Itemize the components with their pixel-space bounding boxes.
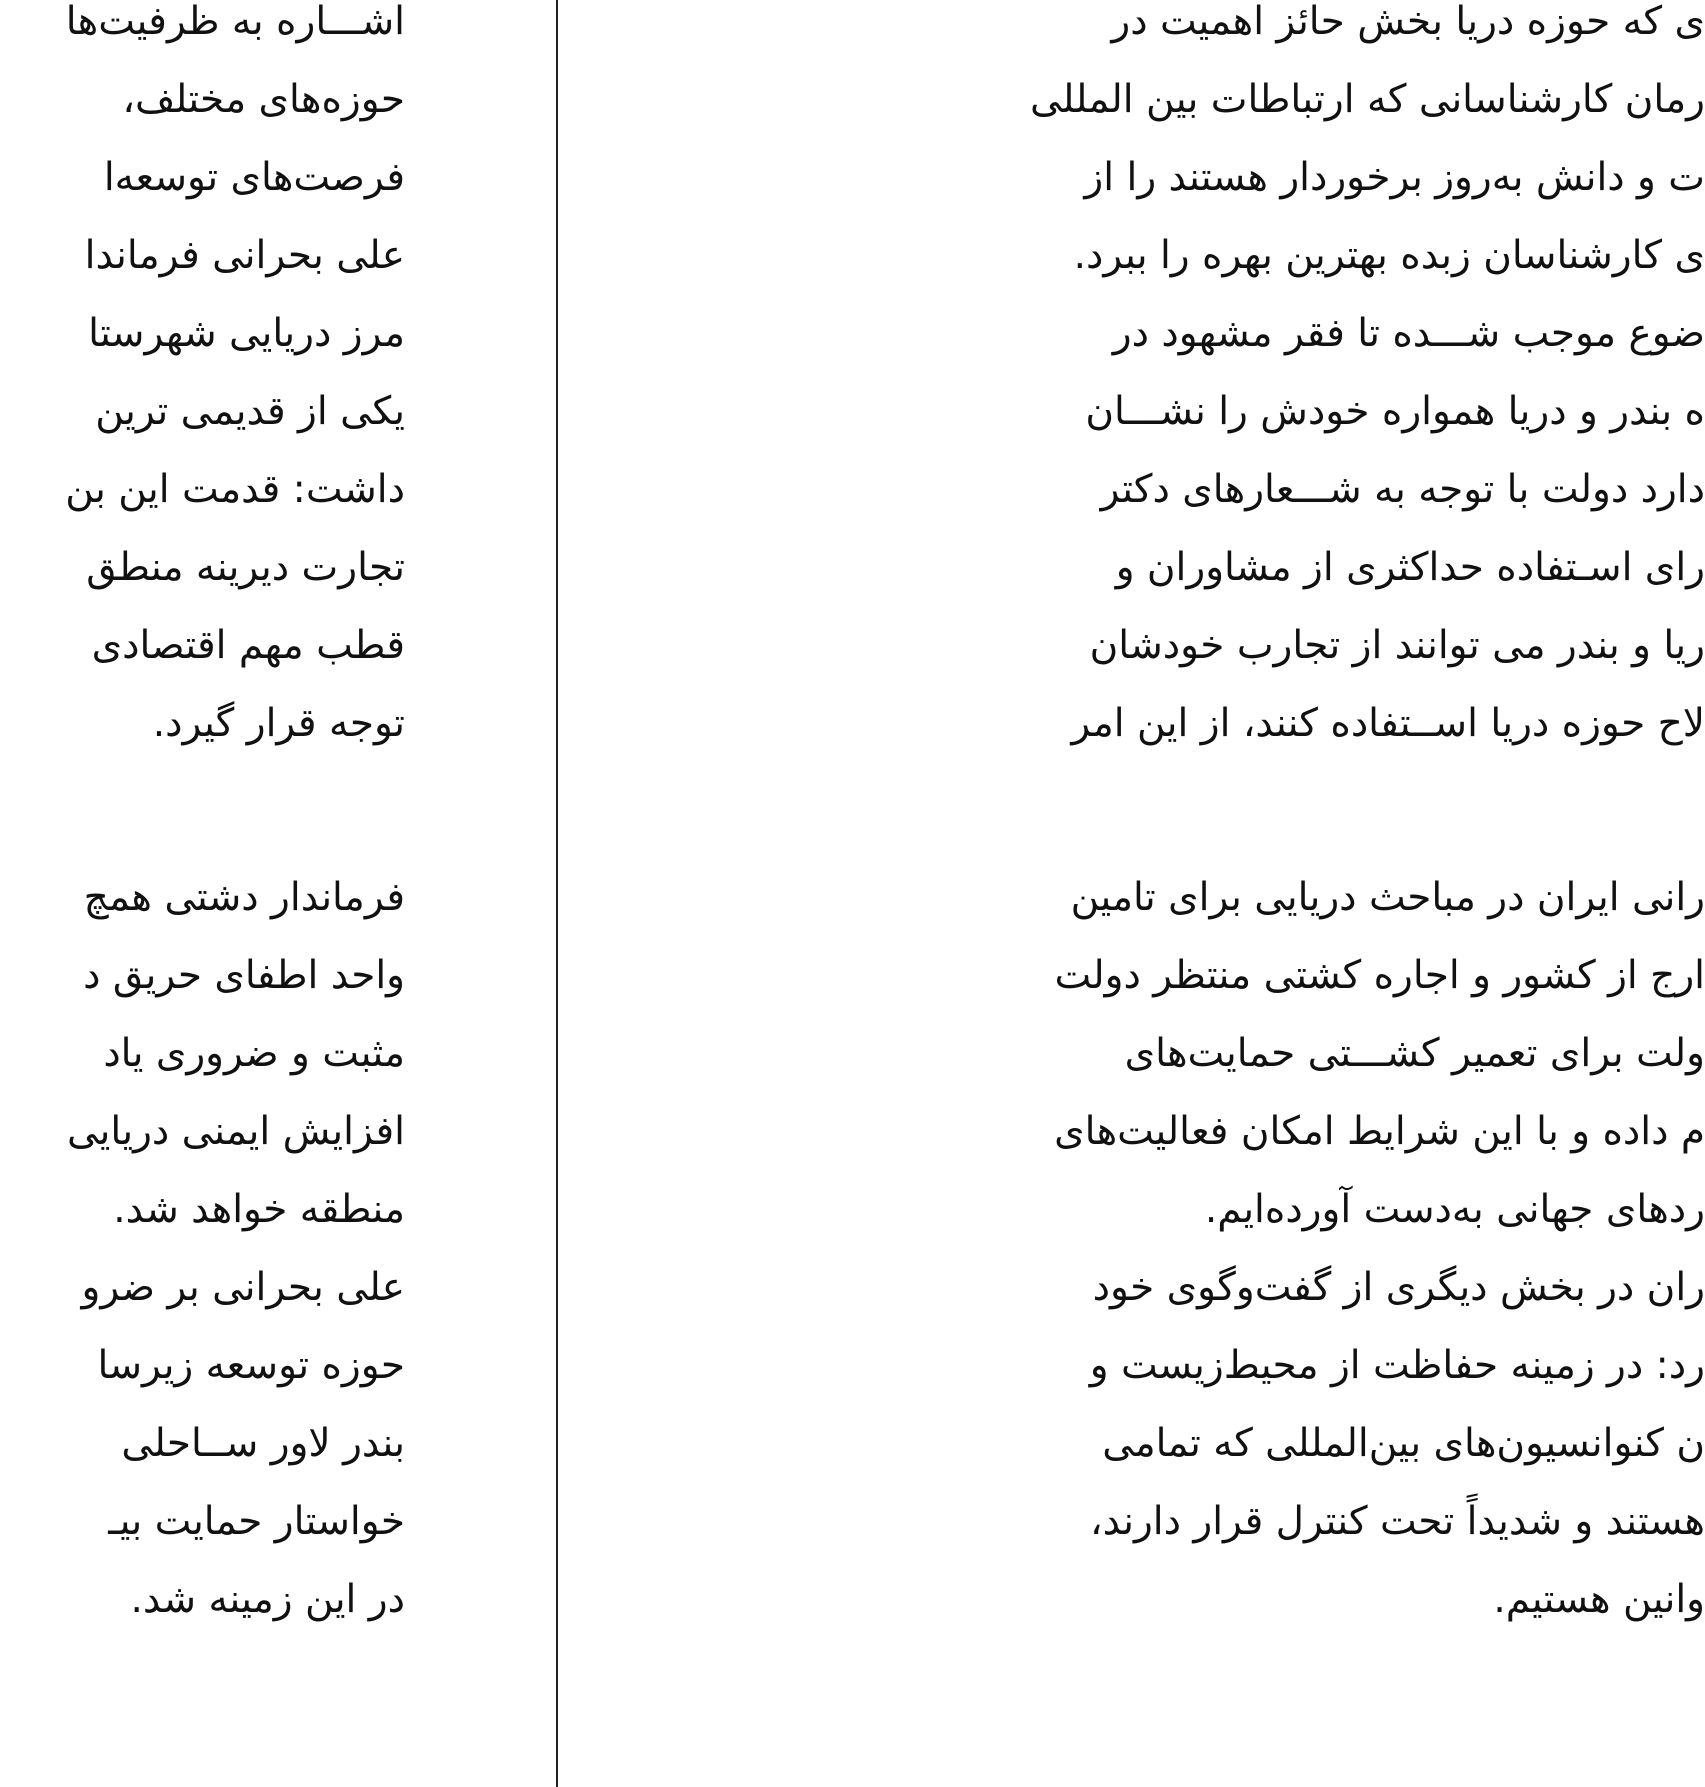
left-line: داشت: قدمت این بن [65, 467, 405, 512]
left-line: علی بحرانی بر ضرو [81, 1265, 405, 1310]
right-text-column [795, 0, 1705, 1787]
left-line: قطب مهم اقتصادی [91, 623, 405, 668]
left-line: واحد اطفای حریق د [83, 953, 405, 998]
right-line: وانین هستیم. [1493, 1577, 1705, 1622]
left-line: توجه قرار گیرد. [152, 701, 405, 746]
left-line: فرصت‌های توسعه‌ا [103, 155, 405, 200]
left-line: بندر لاور ســاحلی [121, 1421, 405, 1466]
right-line: دارد دولت با توجه به شـــعارهای دکتر [1100, 467, 1705, 512]
right-line: ی که حوزه دریا بخش حائز اهمیت در [1111, 0, 1705, 44]
left-line: در این زمینه شد. [130, 1577, 405, 1622]
left-line: حوزه‌های مختلف، [122, 77, 405, 122]
right-line: رمان کارشناسانی که ارتباطات بین المللی [1030, 77, 1705, 122]
left-text-column [0, 0, 405, 1787]
right-line: ضوع موجب شـــده تا فقر مشهود در [1112, 311, 1705, 356]
right-line: ت و دانش به‌روز برخوردار هستند را از [1084, 155, 1705, 200]
right-line: ریا و بندر می توانند از تجارب خودشان [1089, 623, 1705, 668]
right-line: رای اسـتفاده حداکثری از مشاوران و [1115, 545, 1705, 590]
right-line: ن کنوانسیون‌های بین‌المللی که تمامی [1102, 1421, 1705, 1466]
left-line: افزایش ایمنی دریایی [66, 1109, 405, 1154]
left-line: مرز دریایی شهرستا [88, 311, 405, 356]
left-line: مثبت و ضروری یاد [103, 1031, 405, 1076]
right-line: ولت برای تعمیر کشـــتی حمایت‌های [1124, 1031, 1705, 1076]
left-line: منطقه خواهد شد. [113, 1187, 405, 1232]
right-line: ه بندر و دریا همواره خودش را نشـــان [1085, 389, 1705, 434]
right-line: لاح حوزه دریا اســتفاده کنند، از این امر [1071, 701, 1705, 746]
left-line: حوزه توسعه زیرسا [97, 1343, 405, 1388]
right-line: رد: در زمینه حفاظت از محیط‌زیست و [1089, 1343, 1705, 1388]
right-line: هستند و شدیداً تحت کنترل قرار دارند، [1090, 1499, 1705, 1544]
right-line: ارج از کشور و اجاره کشتی منتظر دولت [1054, 953, 1705, 998]
left-line: اشـــاره به ظرفیت‌ها [65, 0, 405, 44]
left-line: فرماندار دشتی همچ [83, 875, 405, 920]
left-line: یکی از قدیمی ترین [95, 389, 405, 434]
right-line: م داده و با این شرایط امکان فعالیت‌های [1054, 1109, 1705, 1154]
right-line: ران در بخش دیگری از گفت‌وگوی خود [1092, 1265, 1705, 1310]
left-line: خواستار حمایت بیـ [108, 1499, 405, 1544]
right-line: ی کارشناسان زبده بهترین بهره را ببرد. [1073, 233, 1705, 278]
left-line: علی بحرانی فرماندا [84, 233, 405, 278]
left-line: تجارت دیرینه منطق [86, 545, 405, 590]
right-line: رانی ایران در مباحث دریایی برای تامین [1070, 875, 1705, 920]
column-divider [556, 0, 558, 1787]
right-line: ردهای جهانی به‌دست آورده‌ایم. [1204, 1187, 1705, 1232]
